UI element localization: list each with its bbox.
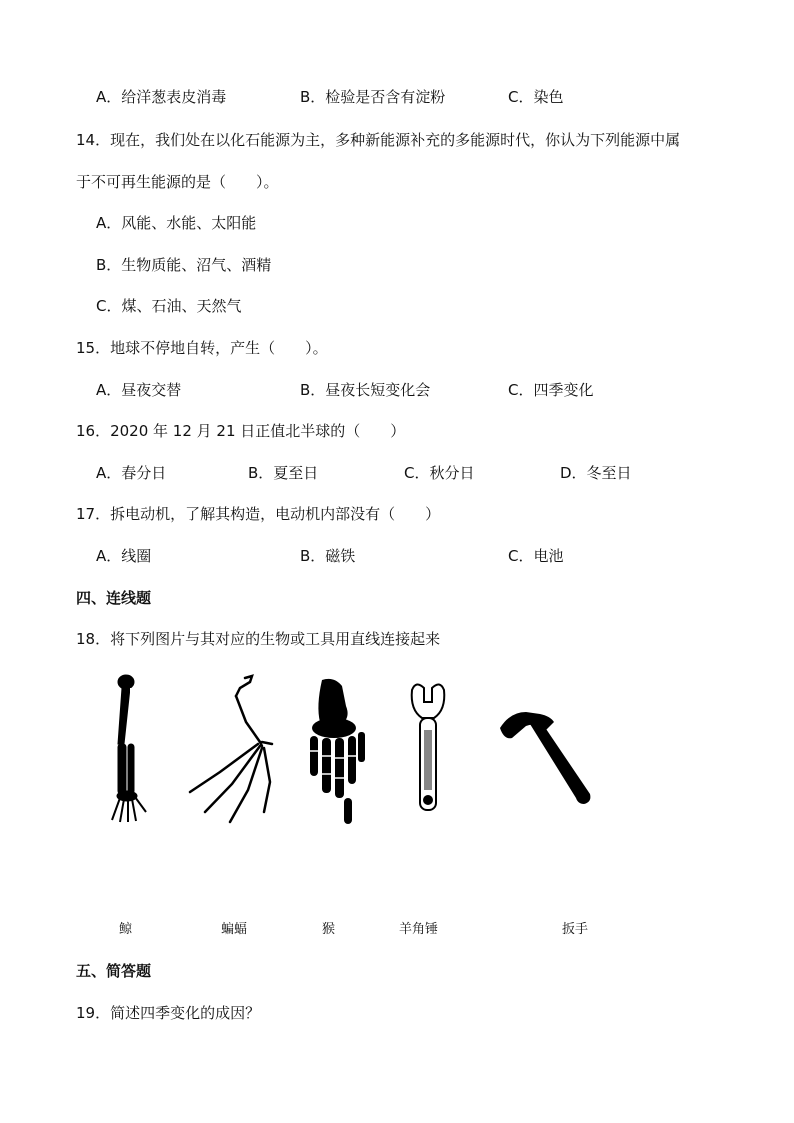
label-wrench: 扳手 <box>562 922 589 937</box>
q13-option-a: A．给洋葱表皮消毒 <box>96 88 227 106</box>
q19-text: 19．简述四季变化的成因？ <box>76 1004 261 1022</box>
q17-option-c: C．电池 <box>508 547 564 565</box>
q14-option-a: A．风能、水能、太阳能 <box>96 214 257 232</box>
q16-option-a: A．春分日 <box>96 464 167 482</box>
q14-option-c: C．煤、石油、天然气 <box>96 297 242 315</box>
q17-text: 17．拆电动机，了解其构造，电动机内部没有（ ） <box>76 505 441 523</box>
label-claw-hammer: 羊角锤 <box>399 922 439 937</box>
section5-heading: 五、简答题 <box>76 962 152 980</box>
bat-wing-picture <box>180 672 280 827</box>
q17-option-b: B．磁铁 <box>300 547 356 565</box>
wrench-picture <box>404 680 452 820</box>
q14-option-b: B．生物质能、沼气、酒精 <box>96 256 272 274</box>
label-bat: 蝙蝠 <box>221 922 248 937</box>
q13-option-b: B．检验是否含有淀粉 <box>300 88 446 106</box>
claw-hammer-picture <box>496 708 596 808</box>
q16-option-c: C．秋分日 <box>404 464 475 482</box>
label-monkey: 猴 <box>322 922 336 937</box>
monkey-hand-picture <box>300 676 372 826</box>
q14-text-line1: 14．现在，我们处在以化石能源为主，多种新能源补充的多能源时代，你认为下列能源中属 <box>76 131 681 149</box>
q14-text-line2: 于不可再生能源的是（ ）。 <box>76 173 279 191</box>
q16-option-b: B．夏至日 <box>248 464 319 482</box>
q15-text: 15．地球不停地自转，产生（ ）。 <box>76 339 328 357</box>
q13-option-c: C．染色 <box>508 88 564 106</box>
q15-option-b: B．昼夜长短变化会 <box>300 381 431 399</box>
q16-option-d: D．冬至日 <box>560 464 632 482</box>
section4-heading: 四、连线题 <box>76 589 152 607</box>
q15-option-a: A．昼夜交替 <box>96 381 182 399</box>
whale-forelimb-picture <box>100 674 160 824</box>
q17-option-a: A．线圈 <box>96 547 152 565</box>
q15-option-c: C．四季变化 <box>508 381 594 399</box>
q16-text: 16．2020 年 12 月 21 日正值北半球的（ ） <box>76 422 406 440</box>
q18-text: 18．将下列图片与其对应的生物或工具用直线连接起来 <box>76 630 441 648</box>
label-whale: 鲸 <box>119 922 133 937</box>
